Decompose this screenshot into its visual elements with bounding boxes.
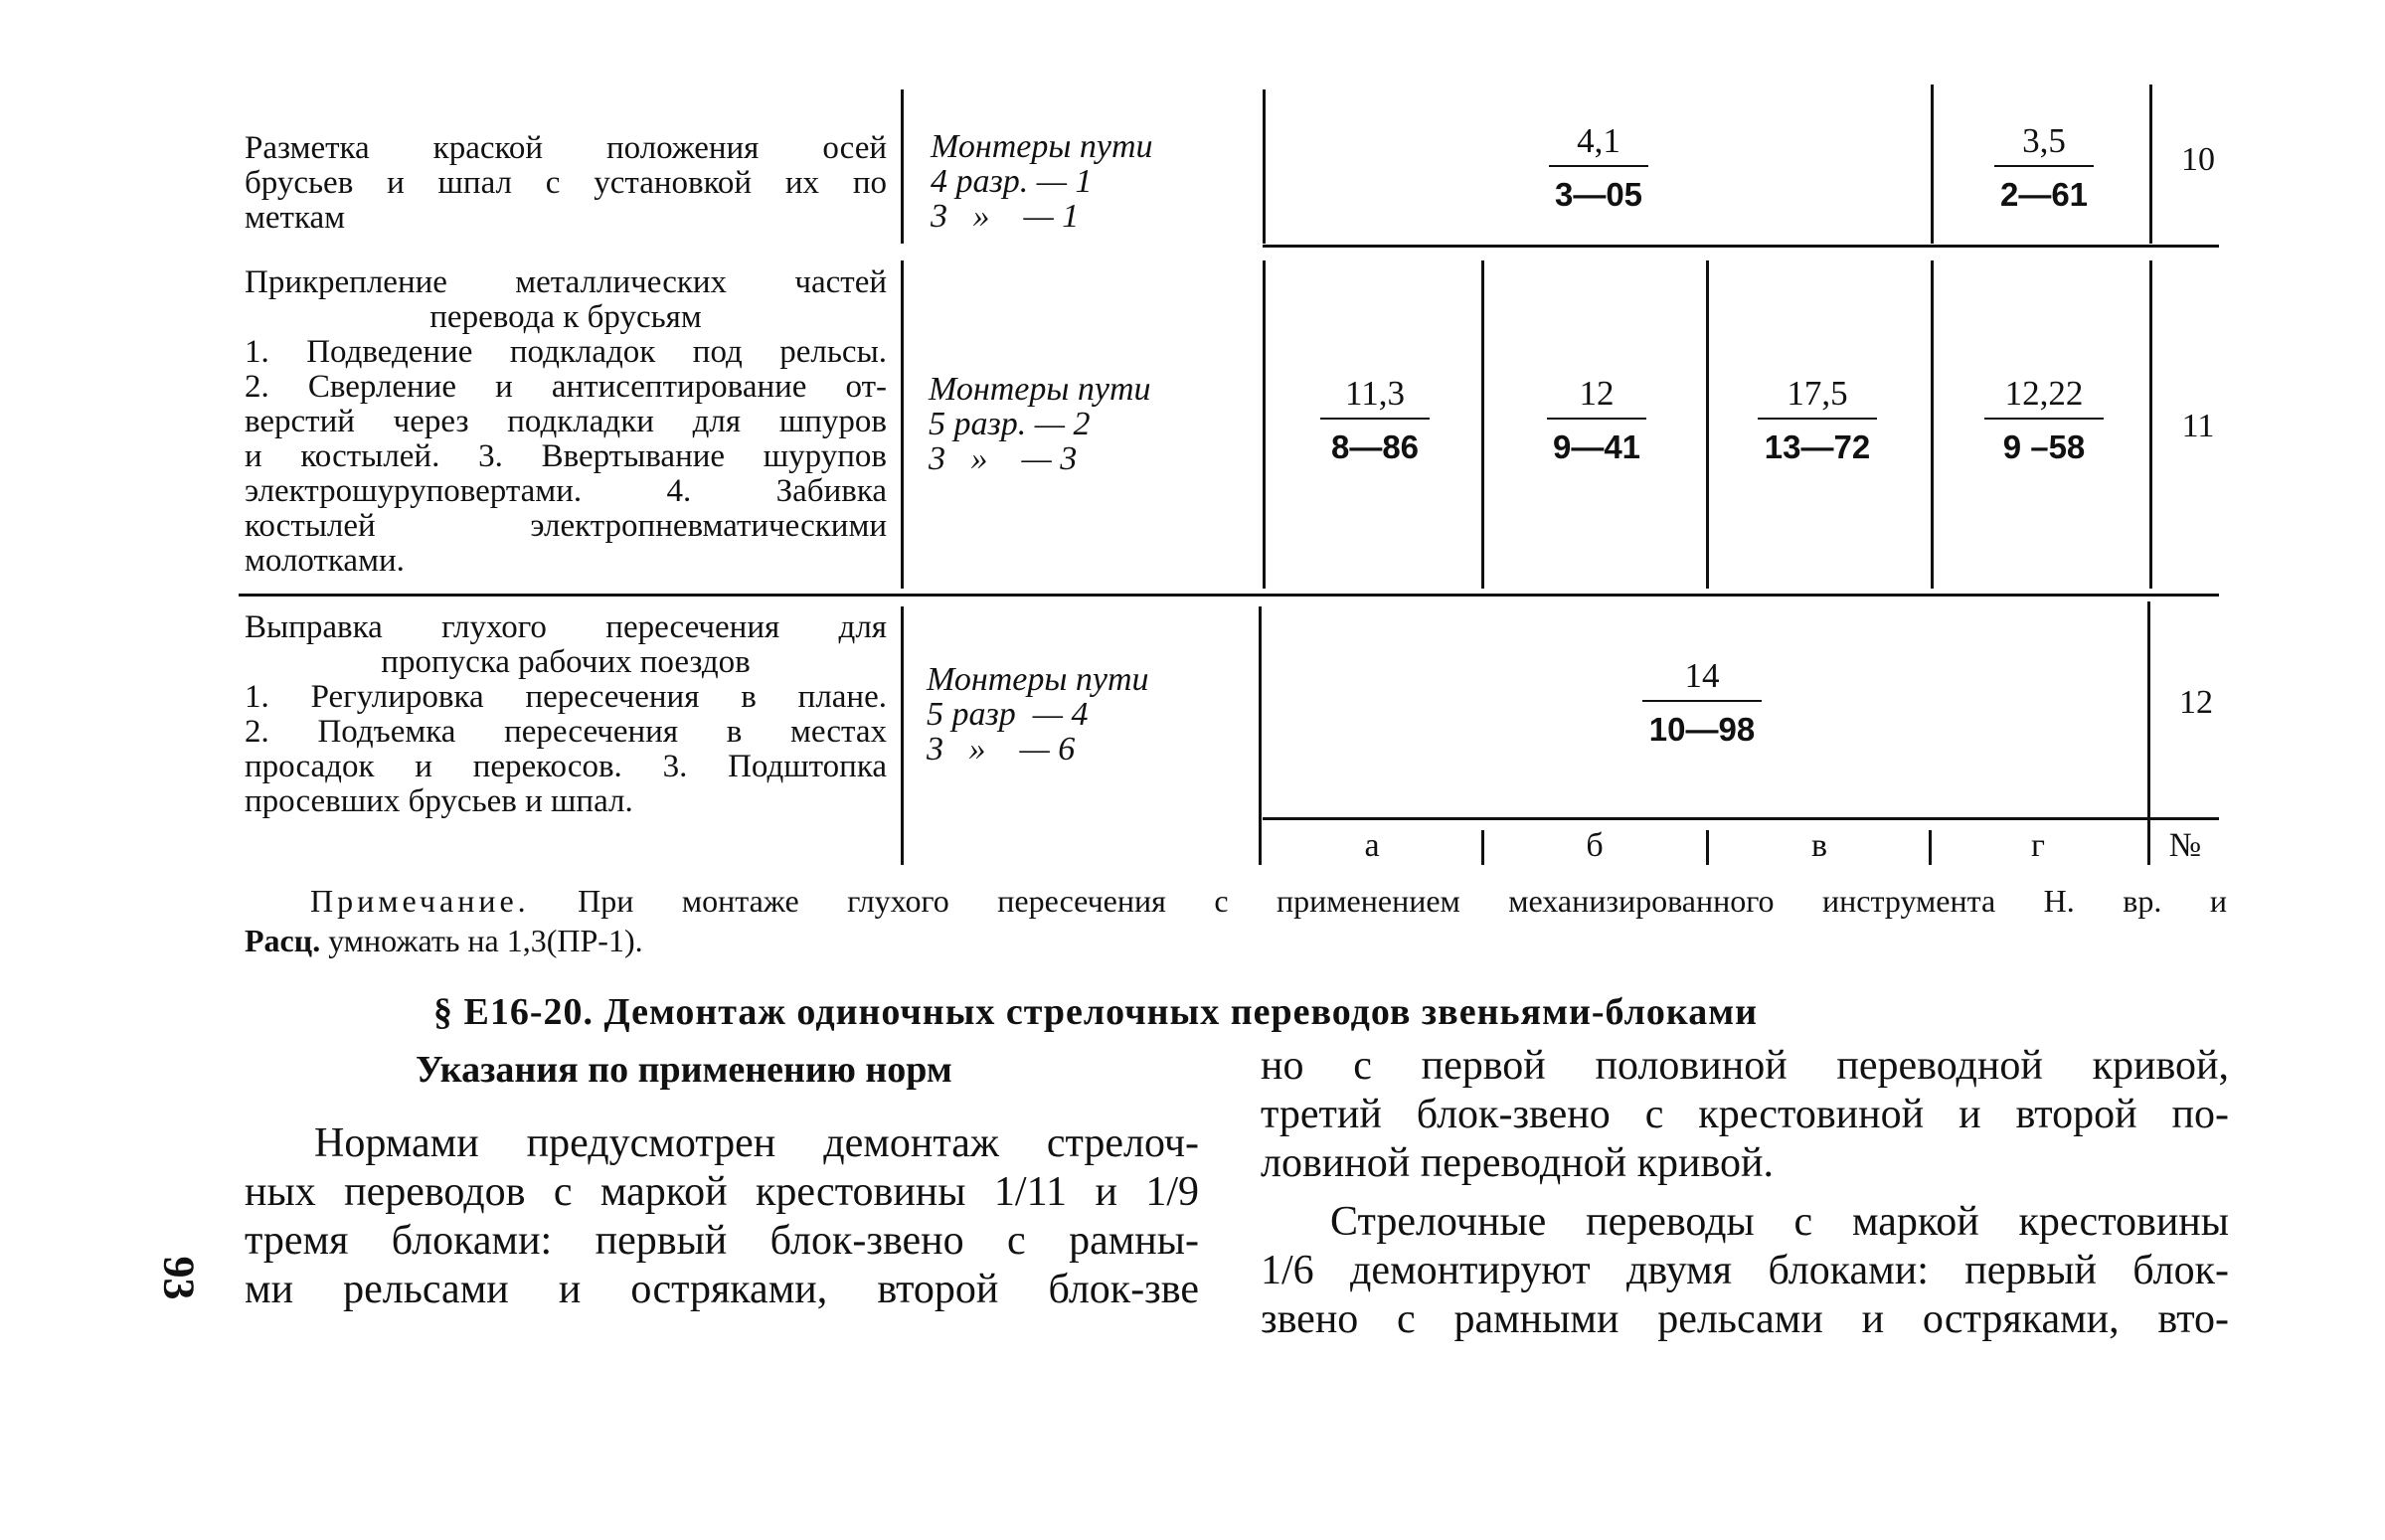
norm-rate: 9 –58 [2002, 428, 2086, 465]
body-line: ных переводов с маркой крестовины 1/11 и 1/9 [245, 1169, 1199, 1215]
body-line: третий блок-звено с крестовиной и второй по- [1261, 1092, 2229, 1137]
table-col-divider-workers-row1 [901, 89, 904, 244]
row3-workers-line: 5 разр — 4 [927, 696, 1089, 733]
column-header-g: г [2031, 827, 2045, 864]
row3-description [245, 610, 887, 819]
table-row-separator-2 [239, 594, 2219, 597]
header-divider-cd [1929, 830, 1932, 865]
header-divider-ab [1481, 830, 1484, 865]
body-line: Стрелочные переводы с маркой крестовины [1330, 1199, 2229, 1245]
row2-desc-line: 1. Подведение подкладок под рельсы. [245, 334, 887, 370]
row2-desc-line: и костылей. 3. Ввертывание шурупов [245, 438, 887, 474]
row2-workers [929, 372, 1151, 476]
table-col-divider-num-row3 [2147, 601, 2150, 865]
norm-time: 12,22 [1984, 374, 2104, 420]
row2-desc-title: Прикрепление металлических частей [245, 264, 887, 300]
row2-desc-title: перевода к брусьям [429, 299, 702, 335]
header-divider-bc [1706, 830, 1709, 865]
subsection-title: Указания по применению норм [416, 1049, 952, 1091]
table-col-divider-a-row1 [1263, 89, 1266, 244]
row3-desc-line: просадок и перекосов. 3. Подштопка [245, 749, 887, 784]
body-line: звено с рамными рельсами и остряками, вто- [1261, 1296, 2229, 1342]
row3-desc-line: просевших брусьев и шпал. [245, 783, 633, 819]
row3-desc-title: Выправка глухого пересечения для [245, 609, 887, 645]
norm-time: 4,1 [1549, 121, 1648, 167]
column-header-v: в [1810, 827, 1828, 864]
row1-norm-g [1994, 121, 2094, 215]
table-col-divider-c [1706, 260, 1709, 589]
table-col-divider-num-row2 [2149, 260, 2152, 589]
row3-desc-line: 1. Регулировка пересечения в плане. [245, 679, 887, 715]
table-col-divider-workers-row2 [901, 260, 904, 589]
row1-workers-line: 3 » — 1 [931, 198, 1080, 235]
body-line: 1/6 демонтируют двумя блоками: первый блок- [1261, 1248, 2229, 1293]
row1-norm-abv [1549, 121, 1648, 215]
row2-workers-line: 5 разр. — 2 [929, 406, 1091, 442]
row3-norm-abvg [1642, 656, 1762, 750]
table-col-divider-a-row3 [1259, 606, 1262, 865]
norm-rate: 3—05 [1554, 176, 1643, 213]
row1-workers [931, 129, 1153, 234]
row1-workers-line: Монтеры пути [931, 128, 1153, 165]
table-row-separator-1 [1263, 245, 2219, 248]
row3-number: 12 [2179, 684, 2213, 721]
right-column-text [1261, 1042, 2229, 1344]
row2-norm-b [1547, 374, 1646, 467]
table-col-divider-workers-row3 [901, 606, 904, 865]
norm-time: 14 [1642, 656, 1762, 702]
norm-time: 12 [1547, 374, 1646, 420]
body-line: ми рельсами и остряками, второй блок-зве [245, 1267, 1199, 1312]
row2-number: 11 [2181, 408, 2215, 444]
row1-desc-line: Разметка краской положения осей [245, 130, 887, 166]
note-label: Примечание. [310, 883, 530, 919]
body-line: Нормами предусмотрен демонтаж стрелоч- [314, 1120, 1199, 1166]
table-col-divider-a-row2 [1263, 260, 1266, 589]
note-bold-word: Расц. [245, 923, 321, 958]
row2-desc-line: 2. Сверление и антисептирование от- [245, 369, 887, 405]
table-col-divider-b [1481, 260, 1484, 589]
body-line: тремя блоками: первый блок-звено с рамны- [245, 1218, 1199, 1264]
norm-time: 11,3 [1320, 374, 1430, 420]
note-text: умножать на 1,3(ПР-1). [320, 923, 643, 958]
norm-rate: 9—41 [1552, 428, 1641, 465]
body-line: но с первой половиной переводной кривой, [1261, 1043, 2229, 1089]
row2-norm-a [1320, 374, 1430, 467]
table-note [245, 881, 2227, 960]
row3-workers-line: 3 » — 6 [927, 731, 1076, 768]
row2-desc-line: верстий через подкладки для шпуров [245, 404, 887, 439]
row3-workers-line: Монтеры пути [927, 661, 1149, 698]
row2-description [245, 265, 887, 579]
section-title: § Е16-20. Демонтаж одиночных стрелочных переводов звеньями-блоками [433, 991, 1759, 1033]
row1-desc-line: меткам [245, 200, 346, 236]
row1-description [245, 131, 887, 236]
table-header-separator [1263, 817, 2219, 820]
note-text: При монтаже глухого пересечения с применением механизированного инструмента Н. вр. и [529, 883, 2227, 919]
row1-desc-line: брусьев и шпал с установкой их по [245, 165, 887, 201]
table-col-divider-d-row1 [1931, 85, 1934, 244]
norm-rate: 2—61 [1999, 176, 2089, 213]
column-header-number: № [2168, 827, 2202, 864]
row2-desc-line: молотками. [245, 543, 405, 579]
body-line: ловиной переводной кривой. [1261, 1140, 1775, 1186]
table-col-divider-d-row2 [1931, 260, 1934, 589]
row2-desc-line: электрошуруповертами. 4. Забивка [245, 473, 887, 509]
page-number: 93 [154, 1256, 204, 1300]
row1-workers-line: 4 разр. — 1 [931, 163, 1093, 200]
norm-time: 3,5 [1994, 121, 2094, 167]
left-column-text [245, 1119, 1199, 1314]
norm-rate: 10—98 [1648, 711, 1756, 748]
column-header-a: а [1364, 827, 1380, 864]
row2-norm-c [1758, 374, 1877, 467]
row2-workers-line: Монтеры пути [929, 371, 1151, 408]
row3-workers [927, 662, 1149, 767]
table-col-divider-num-row1 [2149, 85, 2152, 244]
norm-rate: 13—72 [1764, 428, 1871, 465]
column-header-b: б [1586, 827, 1604, 864]
row2-desc-line: костылей электропневматическими [245, 508, 887, 544]
row3-desc-line: 2. Подъемка пересечения в местах [245, 714, 887, 750]
note-line-1 [245, 881, 2227, 921]
row2-norm-g [1984, 374, 2104, 467]
row1-number: 10 [2181, 141, 2215, 178]
note-line-2 [245, 921, 2227, 960]
row3-desc-title: пропуска рабочих поездов [381, 644, 751, 680]
norm-rate: 8—86 [1330, 428, 1420, 465]
norm-time: 17,5 [1758, 374, 1877, 420]
row2-workers-line: 3 » — 3 [929, 440, 1078, 477]
